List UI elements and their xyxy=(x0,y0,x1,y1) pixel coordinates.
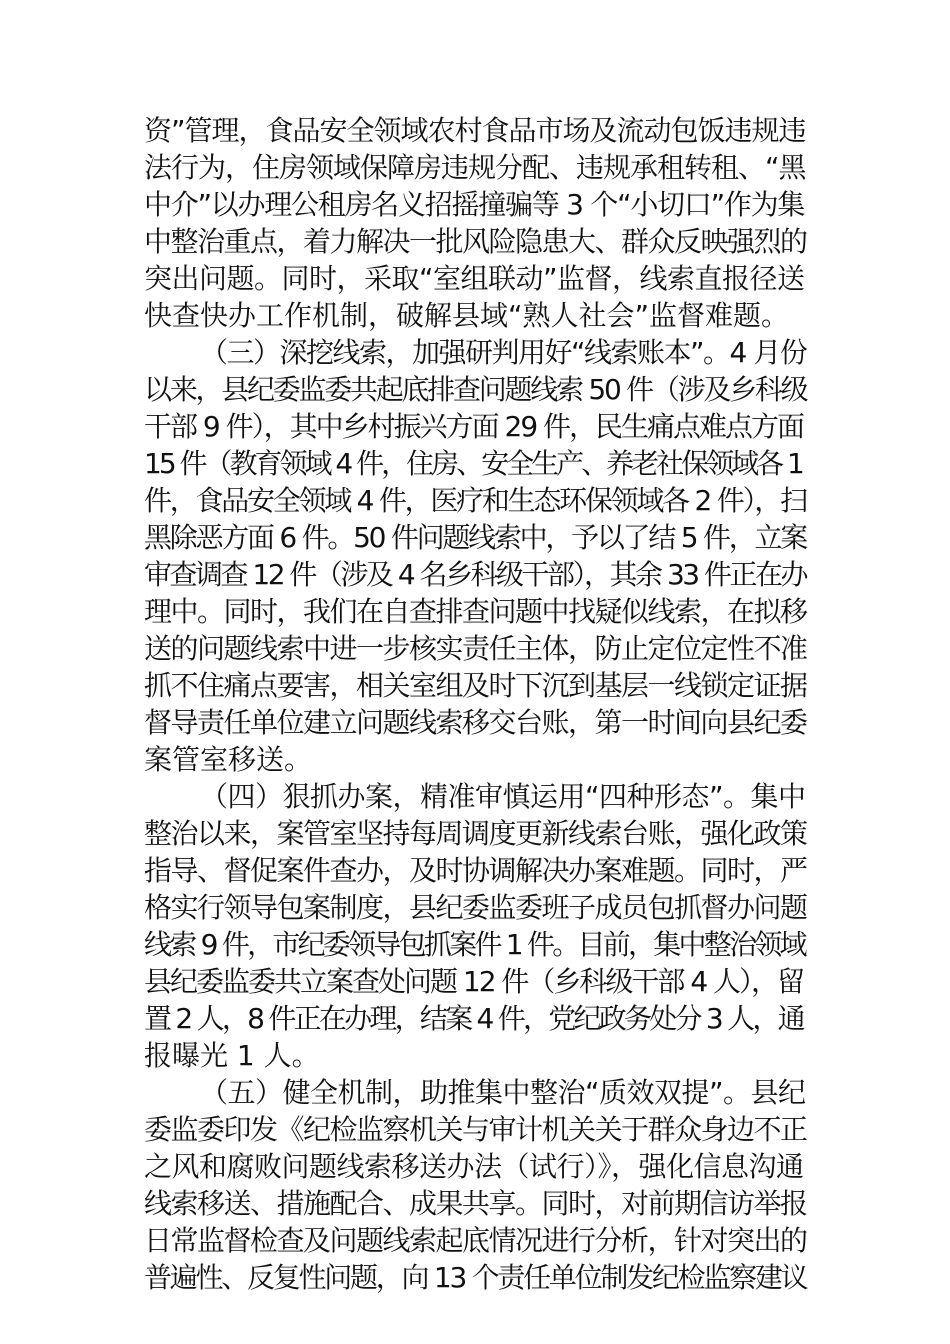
text-line: 审查调查 12 件（涉及 4 名乡科级干部），其余 33 件正在办 xyxy=(144,558,806,591)
text-line: 突出问题。同时，采取“室组联动”监督，线索直报径送 xyxy=(144,262,805,295)
text-line: 法行为，住房领域保障房违规分配、违规承租转租、“黑 xyxy=(144,151,806,184)
text-line: 线索移送、措施配合、成果共享。同时，对前期信访举报 xyxy=(144,1187,807,1220)
text-line: 委监委印发《纪检监察机关与审计机关关于群众身边不正 xyxy=(144,1113,807,1146)
text-line: 中整治重点，着力解决一批风险隐患大、群众反映强烈的 xyxy=(144,225,807,258)
text-line: 以来，县纪委监委共起底排查问题线索 50 件（涉及乡科级 xyxy=(144,373,807,406)
text-line: 日常监督检查及问题线索起底情况进行分析，针对突出的 xyxy=(144,1224,807,1257)
text-line: 指导、督促案件查办，及时协调解决办案难题。同时，严 xyxy=(144,854,807,887)
text-line: 报曝光 1 人。 xyxy=(144,1039,320,1072)
paragraph-section-3 xyxy=(144,334,808,778)
text-line: 置 2 人，8 件正在办理，结案 4 件，党纪政务处分 3 人，通 xyxy=(144,1002,803,1035)
paragraph-section-5 xyxy=(144,1074,808,1296)
paragraph-continuation xyxy=(144,112,808,334)
paragraph-section-4 xyxy=(144,778,808,1074)
text-line: 干部 9 件），其中乡村振兴方面 29 件，民生痛点难点方面 xyxy=(144,410,804,443)
text-line: （三）深挖线索，加强研判用好“线索账本”。4 月份 xyxy=(200,336,807,369)
text-line: （四）狠抓办案，精准审慎运用“四种形态”。集中 xyxy=(200,780,806,813)
text-line: 中介”以办理公租房名义招摇撞骗等 3 个“小切口”作为集 xyxy=(144,188,805,221)
text-line: 件，食品安全领域 4 件，医疗和生态环保领域各 2 件），扫 xyxy=(144,484,806,517)
text-line: 理中。同时，我们在自查排查问题中找疑似线索，在拟移 xyxy=(144,595,807,628)
text-line: 送的问题线索中进一步核实责任主体，防止定位定性不准 xyxy=(144,632,807,665)
text-line: 抓不住痛点要害，相关室组及时下沉到基层一线锁定证据 xyxy=(144,669,807,702)
text-line: 案管室移送。 xyxy=(144,743,313,776)
text-line: 督导责任单位建立问题线索移交台账，第一时间向县纪委 xyxy=(144,706,807,739)
text-line: 之风和腐败问题线索移送办法（试行）》，强化信息沟通 xyxy=(144,1150,804,1183)
text-line: 整治以来，案管室坚持每周调度更新线索台账，强化政策 xyxy=(144,817,807,850)
document-body xyxy=(144,112,808,1296)
text-line: 线索 9 件，市纪委领导包抓案件 1 件。目前，集中整治领域 xyxy=(144,928,805,961)
text-line: 格实行领导包案制度，县纪委监委班子成员包抓督办问题 xyxy=(144,891,807,924)
text-line: 黑除恶方面 6 件。50 件问题线索中，予以了结 5 件，立案 xyxy=(144,521,807,554)
text-line: （五）健全机制，助推集中整治“质效双提”。县纪 xyxy=(200,1076,806,1109)
text-line: 普遍性、反复性问题，向 13 个责任单位制发纪检监察建议 xyxy=(144,1261,807,1294)
text-line: 县纪委监委共立案查处问题 12 件（乡科级干部 4 人），留 xyxy=(144,965,804,998)
text-line: 快查快办工作机制，破解县域“熟人社会”监督难题。 xyxy=(144,299,790,332)
text-line: 资”管理，食品安全领域农村食品市场及流动包饭违规违 xyxy=(144,114,806,147)
text-line: 15 件（教育领域 4 件，住房、安全生产、养老社保领域各 1 xyxy=(144,447,802,480)
